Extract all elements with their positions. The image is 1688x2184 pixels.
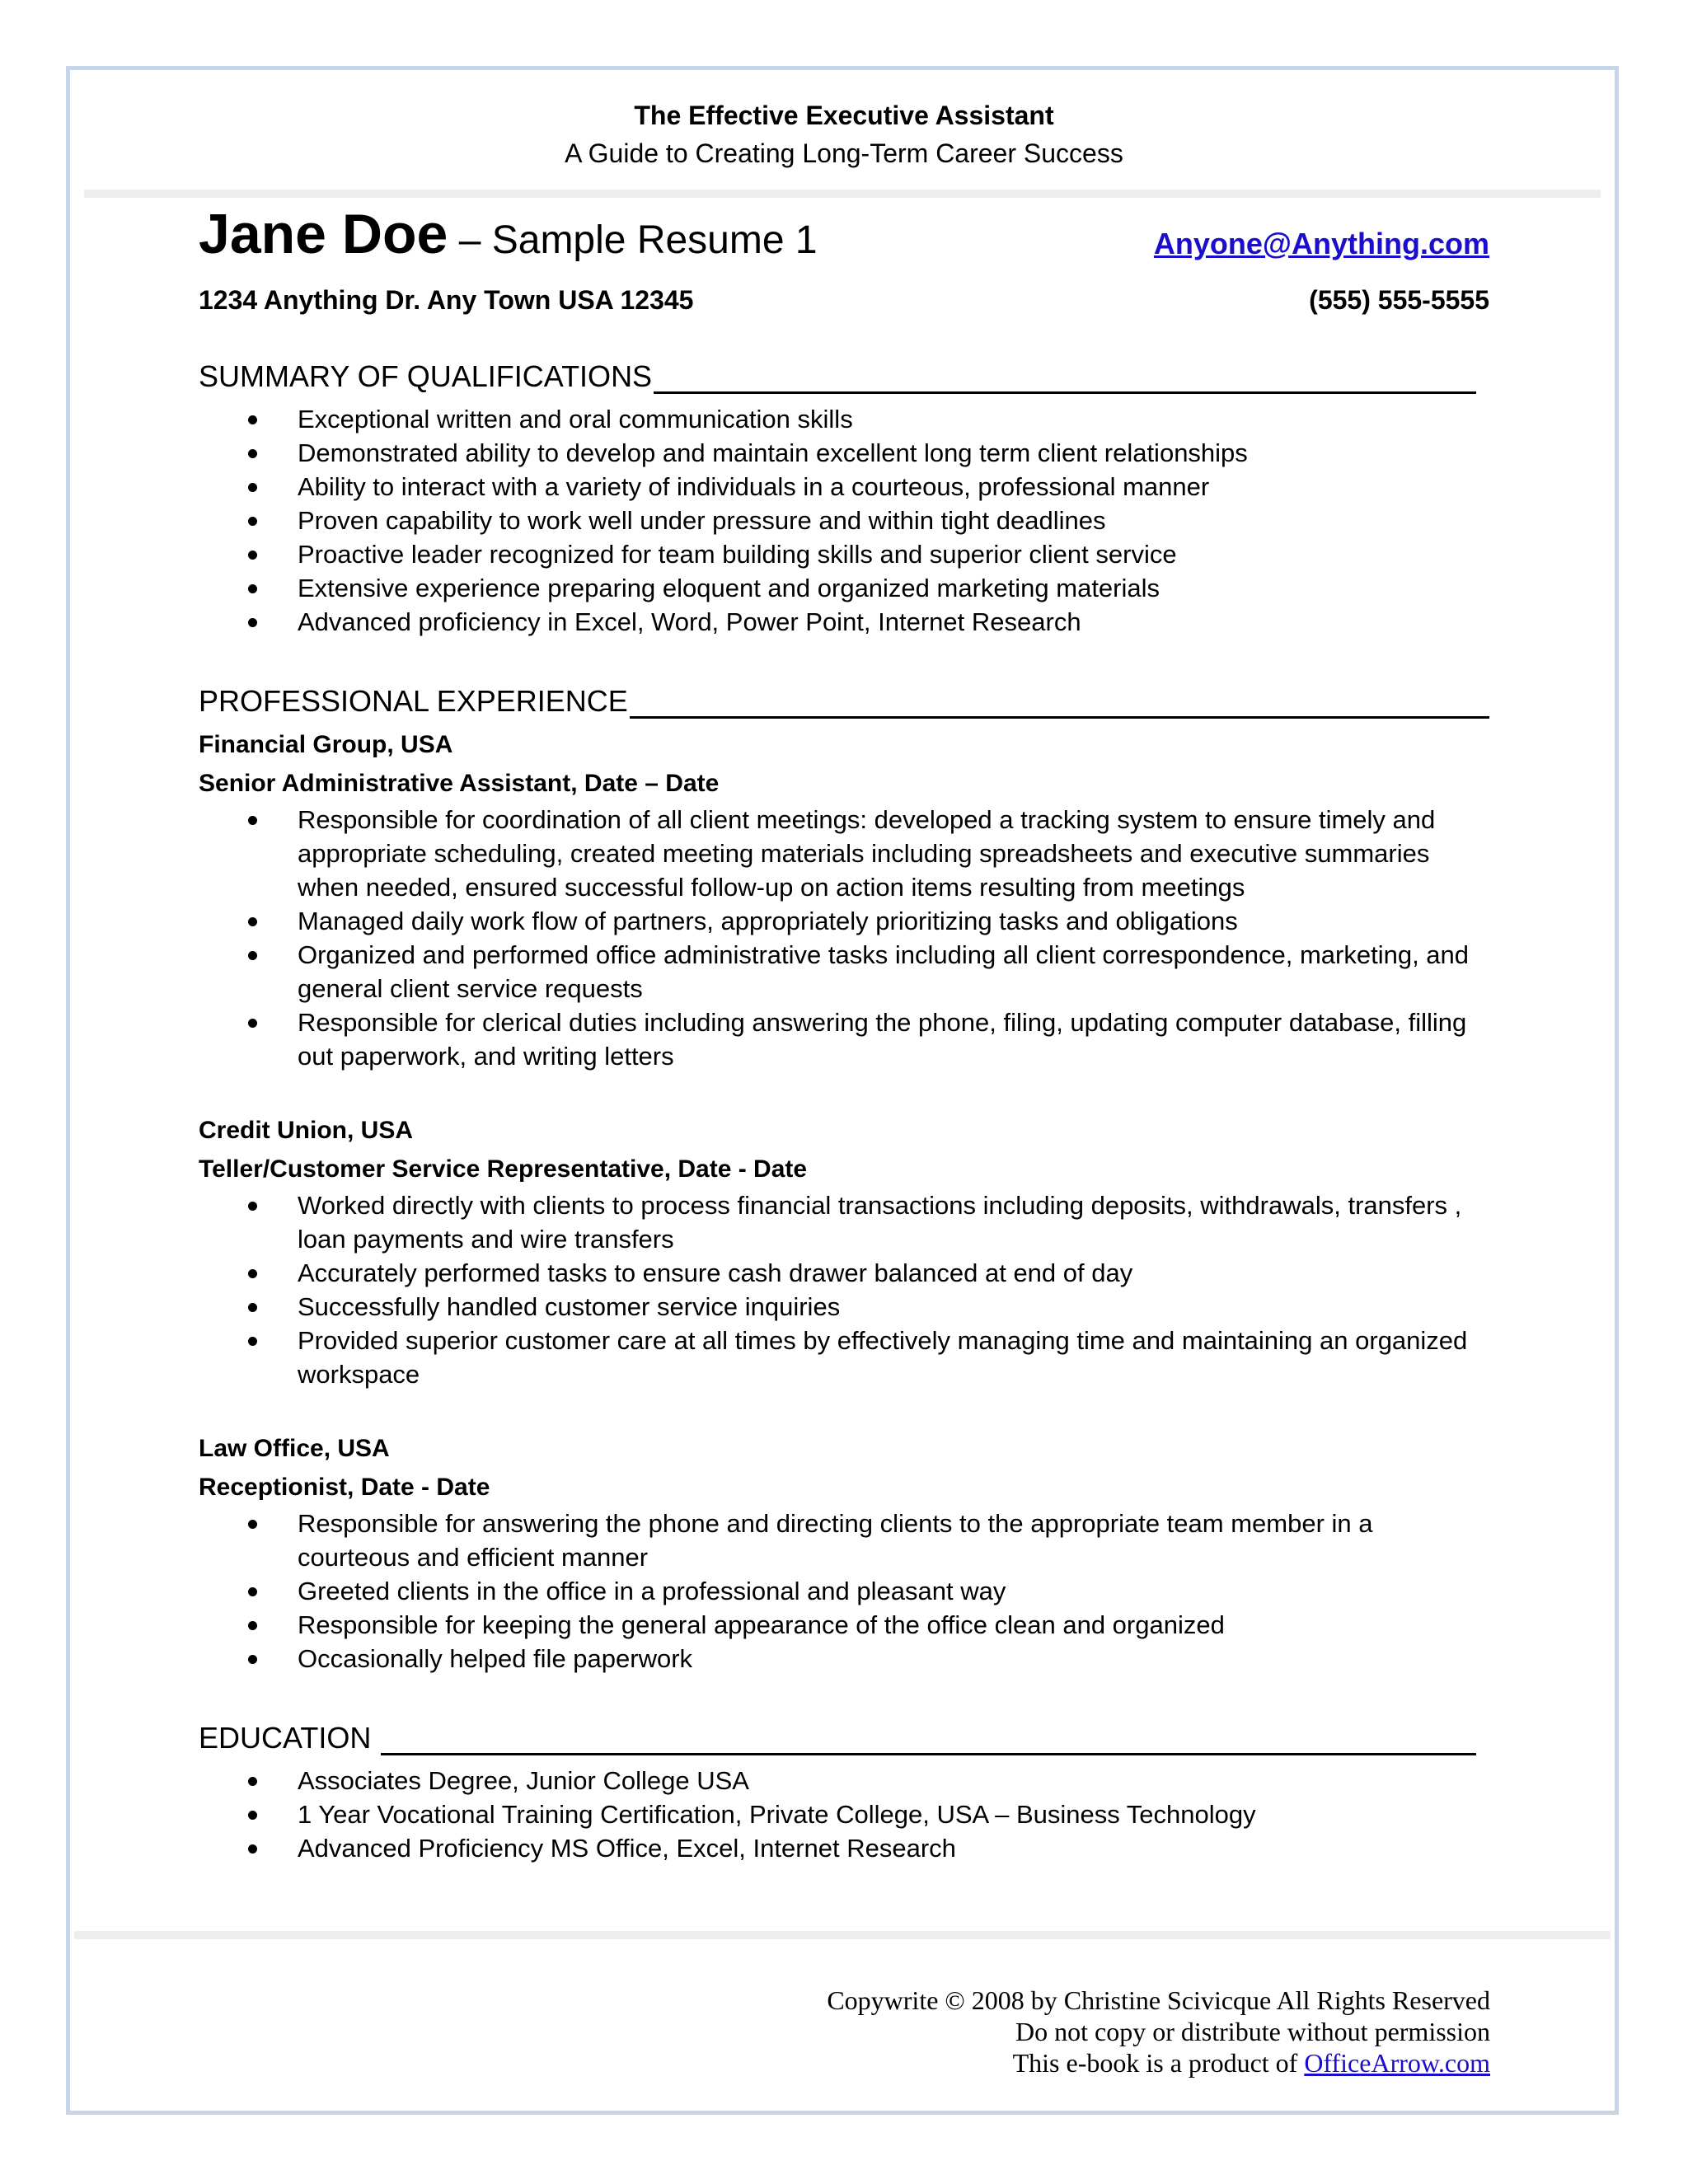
list-item: Responsible for coordination of all client meetings: developed a tracking system to ensure timely and appropriate scheduling, created meeting materials including spreadsheets and executive summaries when needed, ensured successful follow-up on action items resulting from meetings — [199, 803, 1489, 904]
summary-section — [199, 356, 1489, 639]
footer — [827, 1985, 1490, 2079]
job-duties — [199, 1188, 1489, 1391]
list-item: Proven capability to work well under pressure and within tight deadlines — [199, 504, 1489, 537]
list-item: Greeted clients in the office in a professional and pleasant way — [199, 1574, 1489, 1608]
job-company: Financial Group, USA — [199, 731, 453, 758]
list-item: Provided superior customer care at all times by effectively managing time and maintaining an organized workspace — [199, 1324, 1489, 1391]
list-item: Proactive leader recognized for team building skills and superior client service — [199, 537, 1489, 571]
heading-rule — [630, 691, 1489, 719]
job-title: Teller/Customer Service Representative, Date - Date — [199, 1155, 808, 1183]
list-item: Managed daily work flow of partners, appropriately prioritizing tasks and obligations — [199, 904, 1489, 938]
resume-name-row — [199, 202, 1489, 276]
section-heading: EDUCATION — [199, 1718, 1476, 1755]
list-item: Accurately performed tasks to ensure cash drawer balanced at end of day — [199, 1256, 1489, 1290]
section-heading: PROFESSIONAL EXPERIENCE — [199, 681, 1489, 719]
officearrow-link[interactable]: OfficeArrow.com — [1304, 2048, 1490, 2078]
list-item: Responsible for keeping the general appearance of the office clean and organized — [199, 1608, 1489, 1642]
list-item: Demonstrated ability to develop and maintain excellent long term client relationships — [199, 436, 1489, 470]
job-company: Law Office, USA — [199, 1435, 390, 1462]
address: 1234 Anything Dr. Any Town USA 12345 — [199, 285, 694, 315]
candidate-name: Jane Doe — [199, 203, 448, 265]
list-item: Extensive experience preparing eloquent and organized marketing materials — [199, 571, 1489, 605]
list-item: Advanced proficiency in Excel, Word, Power Point, Internet Research — [199, 605, 1489, 639]
list-item: 1 Year Vocational Training Certification, Private College, USA – Business Technology — [199, 1797, 1489, 1831]
book-subtitle: A Guide to Creating Long-Term Career Success — [565, 138, 1123, 168]
job-list — [199, 725, 1489, 1675]
list-item: Advanced Proficiency MS Office, Excel, Internet Research — [199, 1831, 1489, 1865]
section-heading: SUMMARY OF QUALIFICATIONS — [199, 356, 1476, 394]
job-duties — [199, 803, 1489, 1073]
job-title: Senior Administrative Assistant, Date – Date — [199, 770, 720, 797]
list-item: Successfully handled customer service inquiries — [199, 1290, 1489, 1324]
contact-row — [199, 285, 1489, 316]
job-entry — [199, 1429, 1489, 1675]
job-entry — [199, 1111, 1489, 1391]
education-section — [199, 1718, 1489, 1865]
list-item: Associates Degree, Junior College USA — [199, 1764, 1489, 1797]
phone: (555) 555-5555 — [1309, 285, 1489, 315]
product-line: This e-book is a product of OfficeArrow.com — [1012, 2048, 1490, 2078]
education-list — [199, 1764, 1489, 1865]
job-entry — [199, 725, 1489, 1073]
top-divider — [84, 190, 1601, 198]
resume-label: – Sample Resume 1 — [448, 218, 818, 262]
permission-line: Do not copy or distribute without permission — [1015, 2017, 1490, 2046]
book-title: The Effective Executive Assistant — [634, 101, 1054, 130]
list-item: Responsible for clerical duties including answering the phone, filing, updating computer database, filling out paperwork, and writing letters — [199, 1005, 1489, 1073]
list-item: Responsible for answering the phone and directing clients to the appropriate team member in a courteous and efficient manner — [199, 1507, 1489, 1574]
job-company: Credit Union, USA — [199, 1117, 413, 1144]
copyright-line: Copywrite © 2008 by Christine Scivicque All Rights Reserved — [827, 1985, 1490, 2015]
list-item: Exceptional written and oral communication skills — [199, 402, 1489, 436]
summary-list — [199, 402, 1489, 639]
bottom-divider — [74, 1931, 1611, 1939]
experience-section — [199, 681, 1489, 1675]
list-item: Organized and performed office administrative tasks including all client correspondence, marketing, and general client service requests — [199, 938, 1489, 1005]
heading-rule — [381, 1728, 1476, 1755]
email-link[interactable]: Anyone@Anything.com — [1153, 227, 1489, 260]
job-title: Receptionist, Date - Date — [199, 1474, 490, 1501]
list-item: Worked directly with clients to process financial transactions including deposits, withdrawals, transfers , loan payments and wire transfers — [199, 1188, 1489, 1256]
list-item: Occasionally helped file paperwork — [199, 1642, 1489, 1675]
heading-rule — [654, 367, 1476, 394]
job-duties — [199, 1507, 1489, 1675]
list-item: Ability to interact with a variety of individuals in a courteous, professional manner — [199, 470, 1489, 504]
